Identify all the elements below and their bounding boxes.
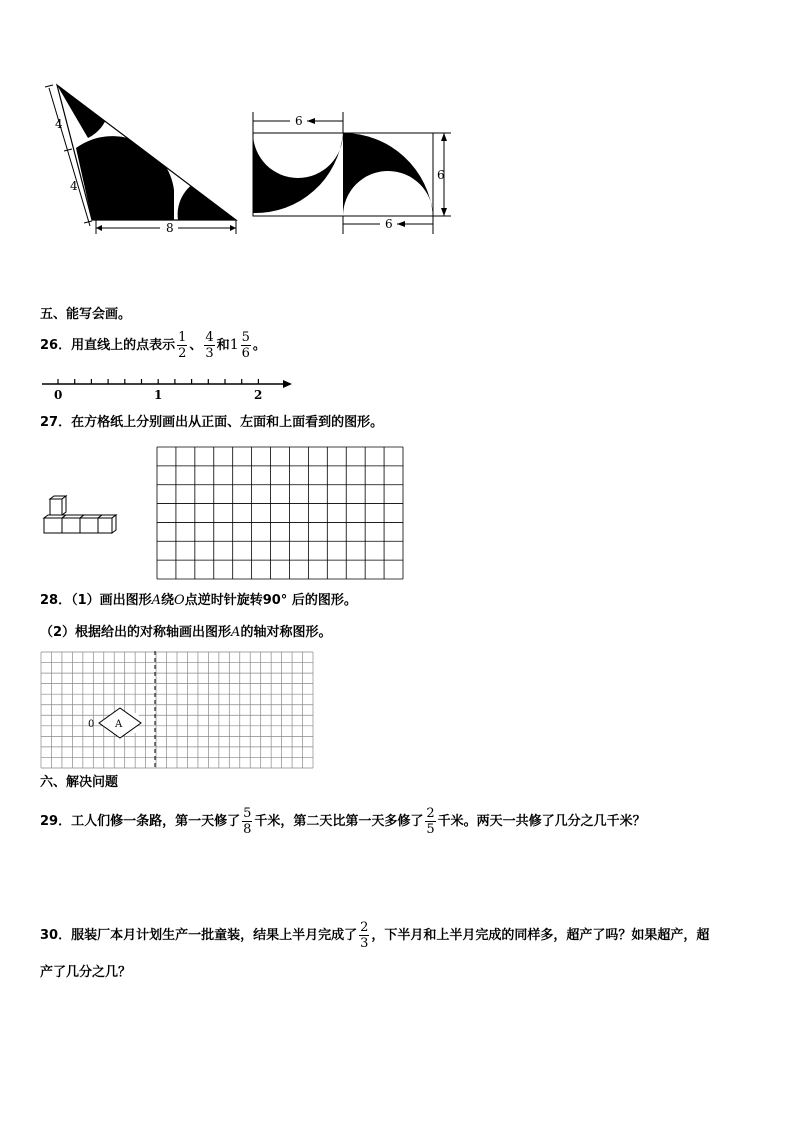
rect-label-top: 6: [295, 114, 303, 128]
tick-label-2: 2: [254, 388, 263, 402]
point-o-label: 0: [88, 719, 95, 730]
q26-frac-4-3: [204, 330, 214, 361]
q26-frac-5-6: [241, 330, 251, 361]
grid-paper-q27[interactable]: [156, 446, 404, 580]
rect-label-bottom: 6: [385, 217, 393, 231]
triangle-figure: [40, 78, 250, 238]
q28-p2-a: （2）根据给出的对称轴画出图形: [40, 625, 232, 640]
tick-label-1: 1: [154, 388, 163, 402]
frac-num: 5: [243, 806, 252, 821]
q27-text: 27．在方格纸上分别画出从正面、左面和上面看到的图形。: [40, 415, 384, 430]
q28-p2-A: A: [231, 625, 241, 640]
q28-p1-c: 点逆时针旋转90° 后的图形。: [184, 593, 357, 608]
cube-figure: [42, 495, 118, 537]
frac-den: 3: [205, 346, 214, 361]
q28-p2-b: 的轴对称图形。: [240, 625, 332, 640]
q29-text: [40, 806, 646, 837]
section6-title: 六、解决问题: [40, 775, 119, 790]
frac-num: 5: [241, 330, 250, 345]
frac-num: 2: [426, 806, 435, 821]
q28-p1-O: O: [174, 593, 185, 608]
number-line: [40, 372, 300, 402]
frac-den: 8: [243, 822, 252, 837]
q30-frac-2-3: [359, 920, 369, 951]
q28-part2: [40, 624, 331, 642]
q26-prefix: 26．用直线上的点表示: [40, 338, 176, 353]
triangle-label-8: 8: [166, 221, 174, 235]
triangle-label-4a: 4: [55, 117, 63, 131]
q29-b: 千米，第二天比第一天多修了: [254, 814, 424, 829]
q30-b: ，下半月和上半月完成的同样多，超产了吗？如果超产，超: [371, 928, 710, 943]
q28-p1-b: 绕: [161, 593, 175, 608]
q29-frac-5-8: [242, 806, 252, 837]
q26-and: 和: [216, 338, 230, 353]
q29-frac-2-5: [425, 806, 435, 837]
q30-a: 30．服装厂本月计划生产一批童装，结果上半月完成了: [40, 928, 358, 943]
frac-num: 4: [205, 330, 214, 345]
frac-num: 2: [360, 920, 369, 935]
frac-den: 5: [426, 822, 435, 837]
q26-frac-1-2: [177, 330, 187, 361]
section5-title: 五、能写会画。: [40, 307, 132, 322]
tick-label-0: 0: [54, 388, 63, 402]
triangle-label-4b: 4: [70, 179, 78, 193]
q29-c: 千米。两天一共修了几分之几千米？: [437, 814, 646, 829]
q26-text: [40, 330, 266, 361]
frac-num: 1: [178, 330, 187, 345]
q26-sep: 、: [189, 338, 203, 353]
q30-line1: [40, 920, 709, 951]
rect-label-right: 6: [437, 168, 445, 182]
q26-mixed-whole: 1: [229, 337, 239, 353]
frac-den: 3: [360, 936, 369, 951]
q26-end: 。: [252, 338, 266, 353]
rectangle-figure: [245, 108, 465, 238]
q30-line2: 产了几分之几？: [40, 965, 132, 980]
q28-p1-A: A: [151, 593, 162, 608]
frac-den: 6: [241, 346, 250, 361]
grid-paper-q28[interactable]: [40, 651, 314, 771]
q29-a: 29．工人们修一条路，第一天修了: [40, 814, 241, 829]
shape-a-label: A: [115, 719, 123, 730]
q28-part1: [40, 592, 357, 610]
frac-den: 2: [178, 346, 187, 361]
q28-p1-a: 28．（1）画出图形: [40, 593, 152, 608]
